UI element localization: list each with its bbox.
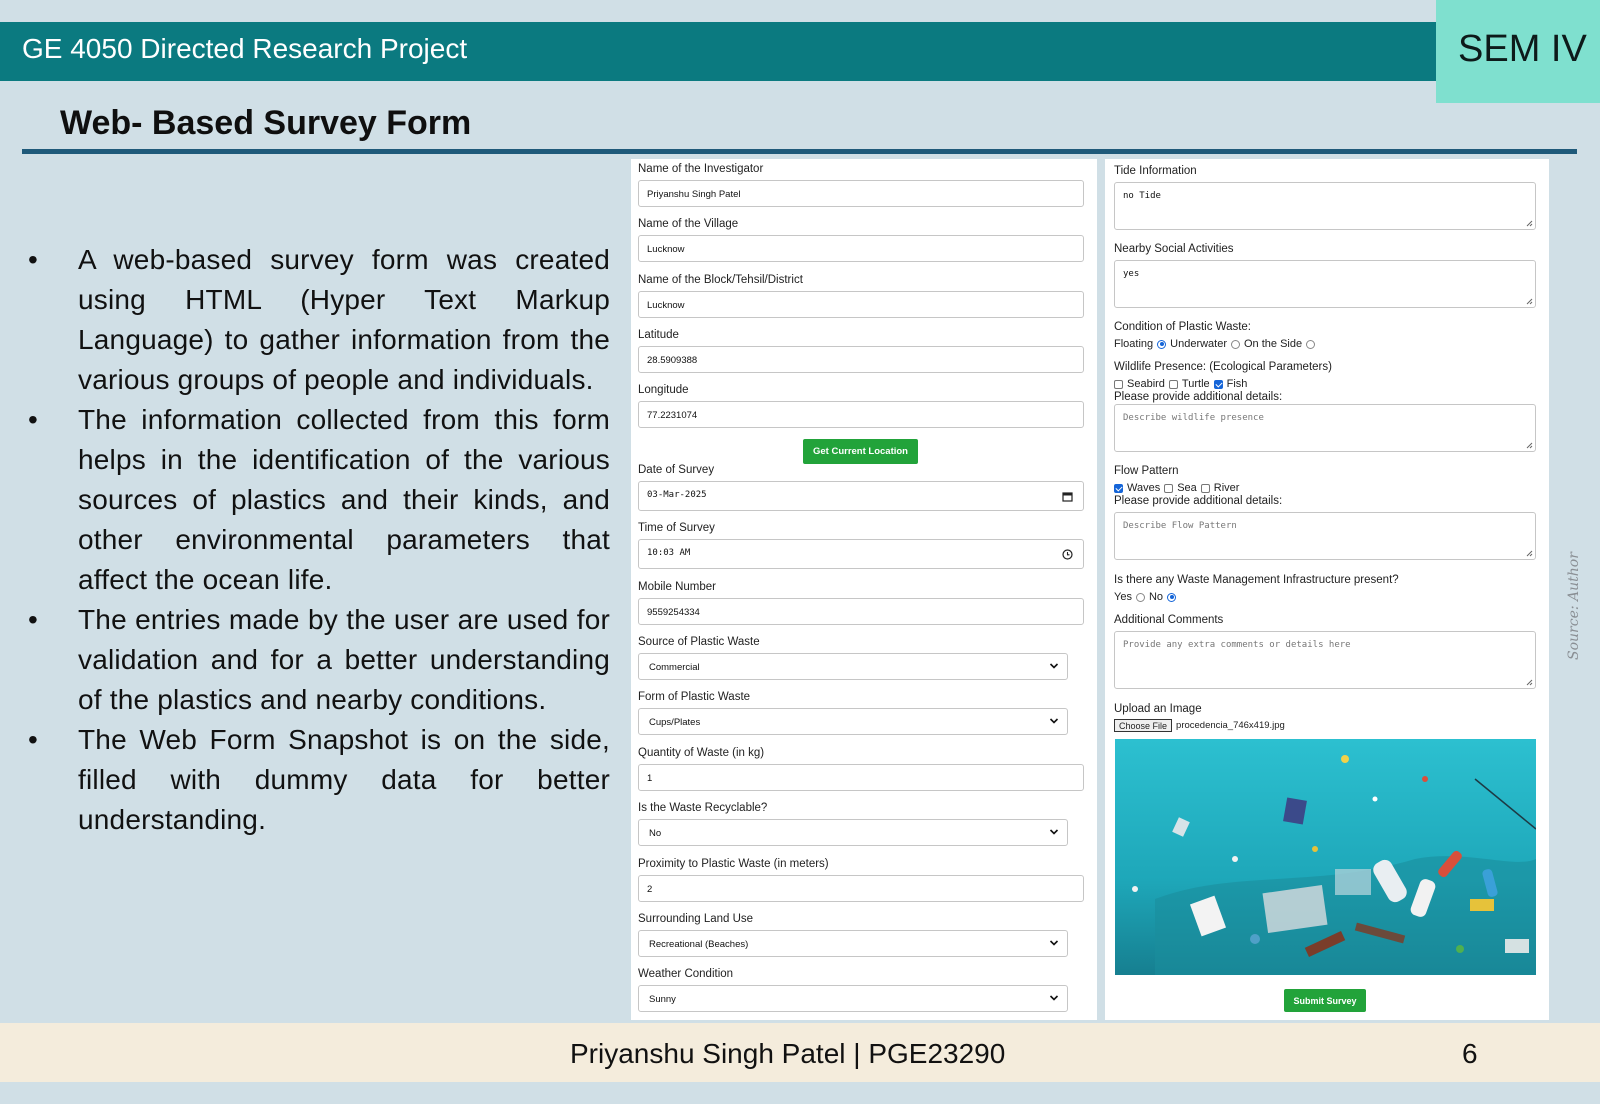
condition-options <box>1114 338 1315 350</box>
infra-no-label: No <box>1148 591 1164 603</box>
bullet-item: • The entries made by the user are used for validation and for a better understanding of the plastics and nearby conditions. <box>28 600 610 720</box>
date-value: 03-Mar-2025 <box>647 490 707 500</box>
file-upload-row <box>1114 719 1285 732</box>
submit-survey-button[interactable]: Submit Survey <box>1284 989 1366 1012</box>
weather-value: Sunny <box>649 994 676 1005</box>
land-use-value: Recreational (Beaches) <box>649 939 749 950</box>
wildlife-placeholder: Describe wildlife presence <box>1123 413 1264 423</box>
form-type-value: Cups/Plates <box>649 717 701 728</box>
chevron-down-icon <box>1049 661 1059 671</box>
form-type-select[interactable] <box>638 708 1068 735</box>
mobile-label: Mobile Number <box>638 581 716 593</box>
clock-icon[interactable] <box>1062 549 1073 560</box>
on-the-side-label: On the Side <box>1244 338 1303 350</box>
survey-form-right <box>1105 159 1549 1020</box>
waves-label: Waves <box>1127 482 1161 494</box>
land-use-select[interactable] <box>638 930 1068 957</box>
chevron-down-icon <box>1049 993 1059 1003</box>
proximity-label: Proximity to Plastic Waste (in meters) <box>638 858 829 870</box>
course-title: GE 4050 Directed Research Project <box>22 33 468 64</box>
infra-options <box>1114 591 1176 603</box>
investigator-input[interactable]: Priyanshu Singh Patel <box>638 180 1084 207</box>
village-label: Name of the Village <box>638 218 739 230</box>
social-textarea[interactable] <box>1114 260 1536 308</box>
slide-number: 6 <box>1462 1038 1478 1069</box>
waves-checkbox[interactable] <box>1114 484 1123 493</box>
chevron-down-icon <box>1049 938 1059 948</box>
flow-textarea[interactable] <box>1114 512 1536 560</box>
floating-label: Floating <box>1114 338 1154 350</box>
date-label: Date of Survey <box>638 464 715 476</box>
floating-radio[interactable] <box>1157 340 1166 349</box>
longitude-input[interactable]: 77.2231074 <box>638 401 1084 428</box>
block-label: Name of the Block/Tehsil/District <box>638 274 803 286</box>
longitude-label: Longitude <box>638 384 689 396</box>
latitude-label: Latitude <box>638 329 679 341</box>
recyclable-label: Is the Waste Recyclable? <box>638 802 768 814</box>
bullet-item: • A web-based survey form was created using HTML (Hyper Text Markup Language) to gather information from the various groups of people and individuals. <box>28 240 610 400</box>
resize-grip-icon[interactable] <box>1525 678 1533 686</box>
turtle-checkbox[interactable] <box>1169 380 1178 389</box>
resize-grip-icon[interactable] <box>1525 219 1533 227</box>
calendar-icon[interactable] <box>1062 491 1073 502</box>
investigator-label: Name of the Investigator <box>638 163 764 175</box>
quantity-input[interactable]: 1 <box>638 764 1084 791</box>
resize-grip-icon[interactable] <box>1525 297 1533 305</box>
flow-details-label: Please provide additional details: <box>1114 495 1283 507</box>
flow-placeholder: Describe Flow Pattern <box>1123 521 1237 531</box>
title-divider <box>22 149 1577 154</box>
uploaded-image-preview <box>1115 739 1536 975</box>
block-input[interactable]: Lucknow <box>638 291 1084 318</box>
time-label: Time of Survey <box>638 522 715 534</box>
resize-grip-icon[interactable] <box>1525 441 1533 449</box>
social-value: yes <box>1123 269 1140 279</box>
infra-yes-label: Yes <box>1114 591 1132 603</box>
source-select[interactable] <box>638 653 1068 680</box>
chevron-down-icon <box>1049 716 1059 726</box>
underwater-label: Underwater <box>1170 338 1227 350</box>
page-title: Web- Based Survey Form <box>60 104 472 142</box>
wildlife-details-label: Please provide additional details: <box>1114 391 1283 403</box>
file-name: procedencia_746x419.jpg <box>1176 720 1285 731</box>
infra-label: Is there any Waste Management Infrastructure present? <box>1114 574 1399 586</box>
recyclable-value: No <box>649 828 662 839</box>
survey-form-left <box>631 159 1097 1020</box>
tide-textarea[interactable] <box>1114 182 1536 230</box>
land-use-label: Surrounding Land Use <box>638 913 754 925</box>
underwater-radio[interactable] <box>1231 340 1240 349</box>
semester-label: SEM IV <box>1458 28 1587 70</box>
date-input[interactable] <box>638 481 1084 511</box>
bullet-item: • The Web Form Snapshot is on the side, filled with dummy data for better understanding. <box>28 720 610 840</box>
river-label: River <box>1213 482 1240 494</box>
infra-no-radio[interactable] <box>1167 593 1176 602</box>
chevron-down-icon <box>1049 827 1059 837</box>
social-label: Nearby Social Activities <box>1114 243 1234 255</box>
wildlife-options <box>1114 378 1247 390</box>
seabird-label: Seabird <box>1127 378 1165 390</box>
comments-label: Additional Comments <box>1114 614 1224 626</box>
form-type-label: Form of Plastic Waste <box>638 691 751 703</box>
resize-grip-icon[interactable] <box>1525 549 1533 557</box>
tide-label: Tide Information <box>1114 165 1197 177</box>
header-bar <box>0 22 1436 81</box>
quantity-label: Quantity of Waste (in kg) <box>638 747 765 759</box>
flow-options <box>1114 482 1239 494</box>
source-note: Source: Author <box>1566 552 1582 660</box>
footer-bar <box>0 1023 1600 1082</box>
semester-badge <box>1436 0 1600 103</box>
village-input[interactable]: Lucknow <box>638 235 1084 262</box>
time-input[interactable] <box>638 539 1084 569</box>
turtle-label: Turtle <box>1181 378 1210 390</box>
wildlife-label: Wildlife Presence: (Ecological Parameters) <box>1114 361 1332 373</box>
flow-label: Flow Pattern <box>1114 465 1179 477</box>
seabird-checkbox[interactable] <box>1114 380 1123 389</box>
river-checkbox[interactable] <box>1201 484 1210 493</box>
weather-select[interactable] <box>638 985 1068 1012</box>
on-the-side-radio[interactable] <box>1306 340 1315 349</box>
upload-label: Upload an Image <box>1114 703 1202 715</box>
source-label: Source of Plastic Waste <box>638 636 760 648</box>
recyclable-select[interactable] <box>638 819 1068 846</box>
proximity-input[interactable]: 2 <box>638 875 1084 902</box>
bullet-item: • The information collected from this form helps in the identification of the various sources of plastics and their kinds, and other environmental parameters that affect the ocean life. <box>28 400 610 600</box>
comments-textarea[interactable] <box>1114 631 1536 689</box>
sea-label: Sea <box>1177 482 1197 494</box>
fish-label: Fish <box>1226 378 1248 390</box>
mobile-input[interactable]: 9559254334 <box>638 598 1084 625</box>
sea-checkbox[interactable] <box>1164 484 1173 493</box>
tide-value: no Tide <box>1123 191 1161 201</box>
get-location-button[interactable]: Get Current Location <box>803 439 918 464</box>
condition-label: Condition of Plastic Waste: <box>1114 321 1251 333</box>
choose-file-button[interactable]: Choose File <box>1114 719 1172 732</box>
bullet-list <box>28 240 610 840</box>
source-value: Commercial <box>649 662 700 673</box>
infra-yes-radio[interactable] <box>1136 593 1145 602</box>
comments-placeholder: Provide any extra comments or details here <box>1123 640 1351 650</box>
weather-label: Weather Condition <box>638 968 734 980</box>
wildlife-textarea[interactable] <box>1114 404 1536 452</box>
author-credit: Priyanshu Singh Patel | PGE23290 <box>570 1038 1006 1069</box>
time-value: 10:03 AM <box>647 548 691 558</box>
fish-checkbox[interactable] <box>1214 380 1223 389</box>
latitude-input[interactable]: 28.5909388 <box>638 346 1084 373</box>
